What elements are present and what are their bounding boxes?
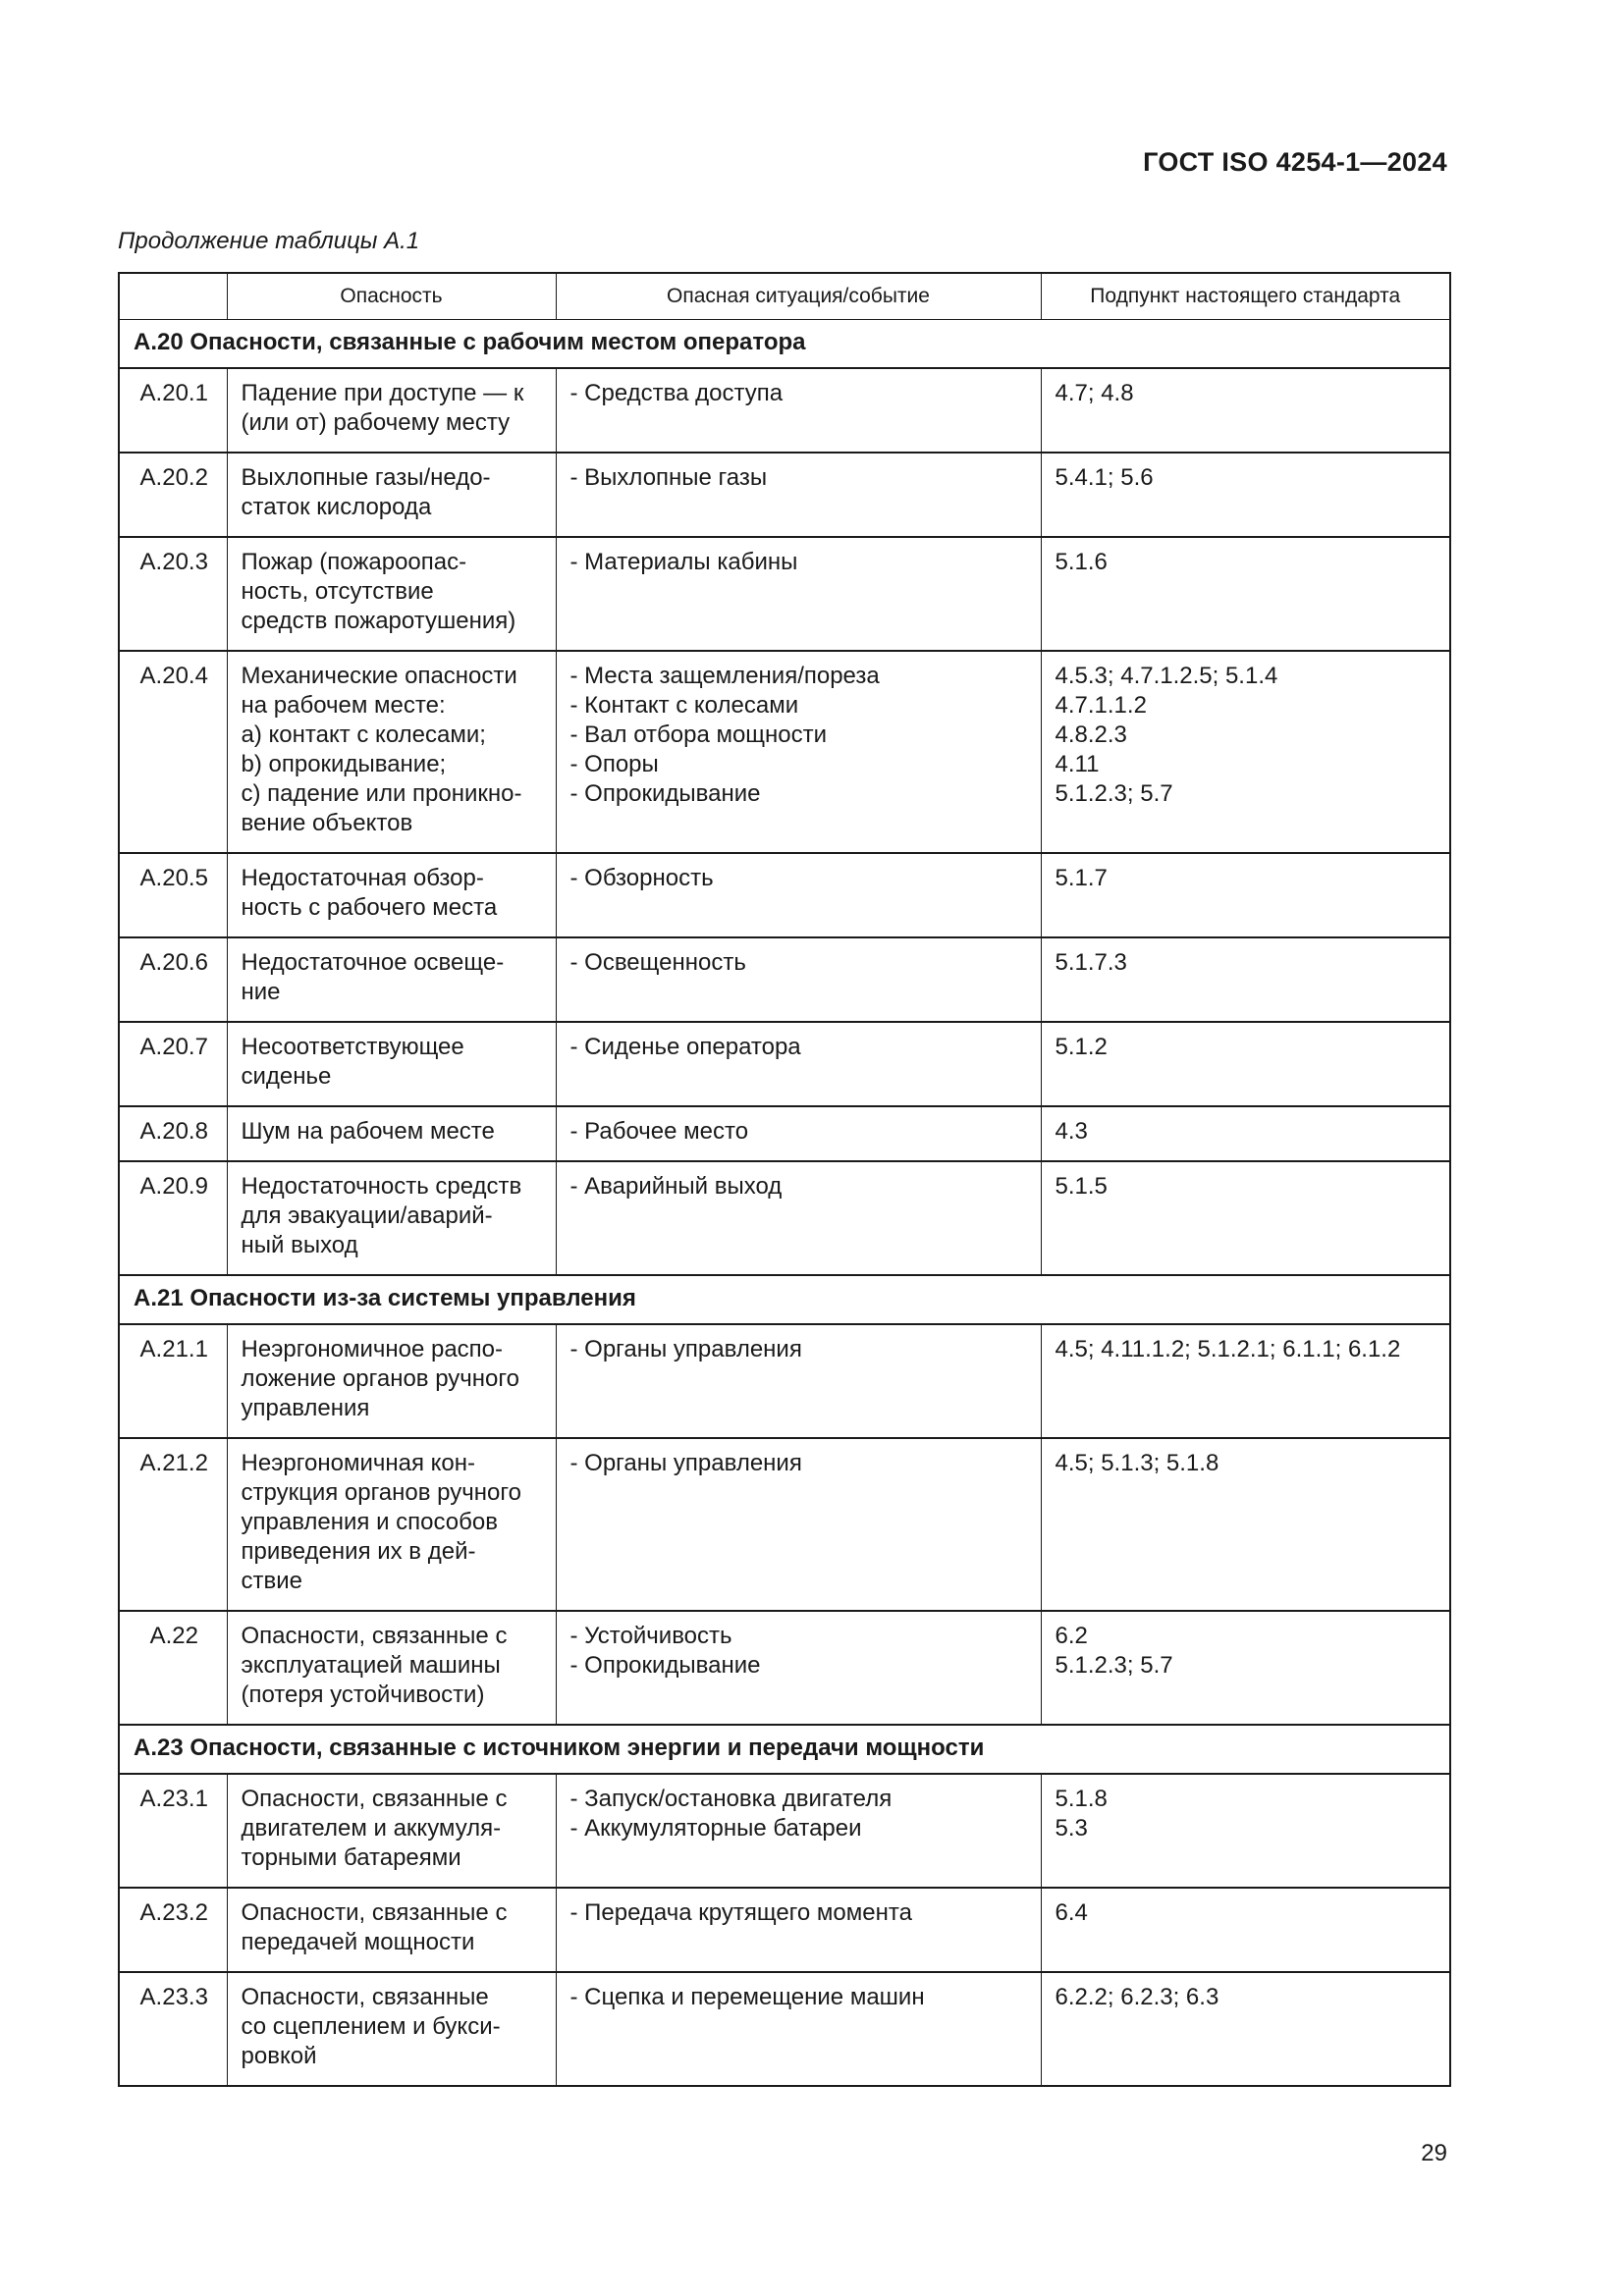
hazard-cell: Недостаточная обзор- ность с рабочего места — [227, 853, 556, 937]
table-row — [119, 1611, 1450, 1725]
situation-cell: - Органы управления — [556, 1438, 1041, 1611]
table-row — [119, 537, 1450, 651]
situation-cell: - Материалы кабины — [556, 537, 1041, 651]
hazard-cell: Опасности, связанные с передачей мощности — [227, 1888, 556, 1972]
table-caption: Продолжение таблицы А.1 — [118, 228, 420, 254]
reference-cell: 6.4 — [1041, 1888, 1450, 1972]
hazard-code: А.22 — [119, 1611, 227, 1725]
situation-cell: - Передача крутящего момента — [556, 1888, 1041, 1972]
situation-cell: - Запуск/остановка двигателя - Аккумуляторные батареи — [556, 1774, 1041, 1888]
hazard-cell: Недостаточное освеще- ние — [227, 937, 556, 1022]
section-title: А.20 Опасности, связанные с рабочим местом оператора — [119, 320, 1450, 369]
hazard-code: А.20.9 — [119, 1161, 227, 1275]
table-header-row — [119, 273, 1450, 320]
reference-cell: 5.1.6 — [1041, 537, 1450, 651]
hazard-code: А.20.7 — [119, 1022, 227, 1106]
situation-cell: - Выхлопные газы — [556, 453, 1041, 537]
reference-cell: 5.1.7 — [1041, 853, 1450, 937]
header-situation: Опасная ситуация/событие — [556, 273, 1041, 320]
hazard-cell: Опасности, связанные с двигателем и аккумуля- торными батареями — [227, 1774, 556, 1888]
hazard-code: А.20.2 — [119, 453, 227, 537]
hazard-cell: Падение при доступе — к (или от) рабочему месту — [227, 368, 556, 453]
situation-cell: - Рабочее место — [556, 1106, 1041, 1161]
hazard-code: А.20.3 — [119, 537, 227, 651]
reference-cell: 5.4.1; 5.6 — [1041, 453, 1450, 537]
reference-cell: 5.1.5 — [1041, 1161, 1450, 1275]
hazard-code: А.20.8 — [119, 1106, 227, 1161]
reference-cell: 6.2.2; 6.2.3; 6.3 — [1041, 1972, 1450, 2086]
situation-cell: - Сиденье оператора — [556, 1022, 1041, 1106]
hazard-code: А.23.1 — [119, 1774, 227, 1888]
reference-cell: 5.1.2 — [1041, 1022, 1450, 1106]
table-row — [119, 1438, 1450, 1611]
situation-cell: - Устойчивость - Опрокидывание — [556, 1611, 1041, 1725]
reference-cell: 4.7; 4.8 — [1041, 368, 1450, 453]
hazard-cell: Опасности, связанные с эксплуатацией машины (потеря устойчивости) — [227, 1611, 556, 1725]
hazard-code: А.21.2 — [119, 1438, 227, 1611]
hazard-cell: Недостаточность средств для эвакуации/аварий- ный выход — [227, 1161, 556, 1275]
section-title: А.21 Опасности из-за системы управления — [119, 1275, 1450, 1324]
page-number: 29 — [1421, 2140, 1447, 2166]
section-row — [119, 1275, 1450, 1324]
situation-cell: - Средства доступа — [556, 368, 1041, 453]
table-row — [119, 1774, 1450, 1888]
table-row — [119, 1324, 1450, 1438]
reference-cell: 5.1.8 5.3 — [1041, 1774, 1450, 1888]
table-row — [119, 1888, 1450, 1972]
table-row — [119, 368, 1450, 453]
hazards-table — [118, 272, 1451, 2087]
situation-cell: - Места защемления/пореза - Контакт с колесами - Вал отбора мощности - Опоры - Опрокидывание — [556, 651, 1041, 853]
reference-cell: 4.5; 5.1.3; 5.1.8 — [1041, 1438, 1450, 1611]
table-row — [119, 1022, 1450, 1106]
hazard-code: А.20.4 — [119, 651, 227, 853]
hazard-cell: Неэргономичная кон- струкция органов ручного управления и способов приведения их в дей- ствие — [227, 1438, 556, 1611]
table-row — [119, 1972, 1450, 2086]
hazard-cell: Неэргономичное распо- ложение органов ручного управления — [227, 1324, 556, 1438]
hazard-cell: Механические опасности на рабочем месте: а) контакт с колесами; b) опрокидывание; с) падение или проникно- вение объектов — [227, 651, 556, 853]
section-row — [119, 320, 1450, 369]
header-code — [119, 273, 227, 320]
reference-cell: 5.1.7.3 — [1041, 937, 1450, 1022]
hazard-cell: Шум на рабочем месте — [227, 1106, 556, 1161]
table-row — [119, 1161, 1450, 1275]
reference-cell: 6.2 5.1.2.3; 5.7 — [1041, 1611, 1450, 1725]
table-row — [119, 1106, 1450, 1161]
hazard-cell: Несоответствующее сиденье — [227, 1022, 556, 1106]
header-reference: Подпункт настоящего стандарта — [1041, 273, 1450, 320]
header-hazard: Опасность — [227, 273, 556, 320]
hazard-code: А.20.1 — [119, 368, 227, 453]
table-row — [119, 651, 1450, 853]
table-body — [119, 320, 1450, 2087]
reference-cell: 4.5; 4.11.1.2; 5.1.2.1; 6.1.1; 6.1.2 — [1041, 1324, 1450, 1438]
hazard-code: А.23.3 — [119, 1972, 227, 2086]
hazard-code: А.20.5 — [119, 853, 227, 937]
hazard-code: А.20.6 — [119, 937, 227, 1022]
hazard-cell: Опасности, связанные со сцеплением и букси- ровкой — [227, 1972, 556, 2086]
reference-cell: 4.5.3; 4.7.1.2.5; 5.1.4 4.7.1.1.2 4.8.2.3 4.11 5.1.2.3; 5.7 — [1041, 651, 1450, 853]
situation-cell: - Освещенность — [556, 937, 1041, 1022]
situation-cell: - Органы управления — [556, 1324, 1041, 1438]
hazard-cell: Выхлопные газы/недо- статок кислорода — [227, 453, 556, 537]
section-title: А.23 Опасности, связанные с источником энергии и передачи мощности — [119, 1725, 1450, 1774]
hazard-code: А.23.2 — [119, 1888, 227, 1972]
reference-cell: 4.3 — [1041, 1106, 1450, 1161]
table-row — [119, 853, 1450, 937]
hazard-cell: Пожар (пожароопас- ность, отсутствие средств пожаротушения) — [227, 537, 556, 651]
situation-cell: - Сцепка и перемещение машин — [556, 1972, 1041, 2086]
table-row — [119, 937, 1450, 1022]
hazard-code: А.21.1 — [119, 1324, 227, 1438]
document-code: ГОСТ ISO 4254-1—2024 — [1143, 147, 1447, 177]
section-row — [119, 1725, 1450, 1774]
table-row — [119, 453, 1450, 537]
situation-cell: - Обзорность — [556, 853, 1041, 937]
situation-cell: - Аварийный выход — [556, 1161, 1041, 1275]
